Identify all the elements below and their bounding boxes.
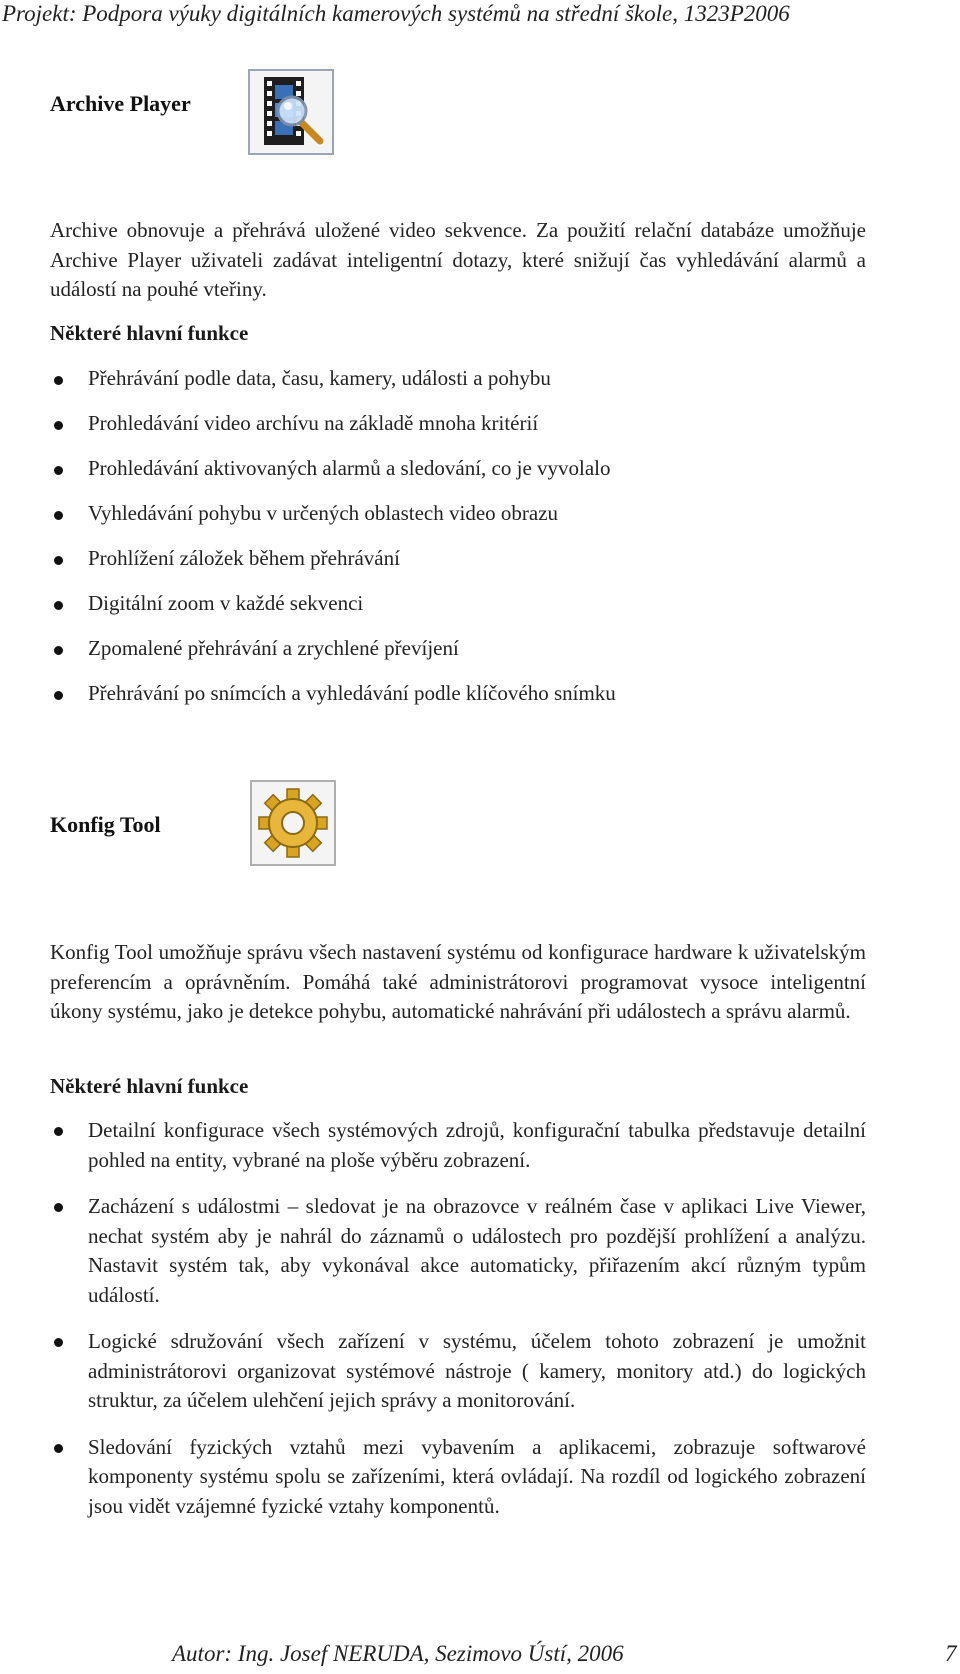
list-item: Vyhledávání pohybu v určených oblastech video obrazu bbox=[50, 500, 866, 545]
archive-player-description: Archive obnovuje a přehrává uložené video sekvence. Za použití relační databáze umožňuje Archive Player uživateli zadávat inteligentní dotazy, které snižují čas vyhledávání alarmů a událostí na pouhé vteřiny. bbox=[50, 218, 866, 301]
list-item: Prohlížení záložek během přehrávání bbox=[50, 545, 866, 590]
film-magnifier-icon bbox=[250, 71, 332, 153]
list-item: Zpomalené přehrávání a zrychlené převíjení bbox=[50, 635, 866, 680]
konfig-tool-title: Konfig Tool bbox=[50, 812, 161, 837]
list-item: Zacházení s událostmi – sledovat je na obrazovce v reálném čase v aplikaci Live Viewer, nechat systém aby je nahrál do záznamů o událostech pro pozdější prohlížení a analýzu. Nastavit systém tak, aby vykonával akce automaticky, přiřazením akcí různým typům událostí. bbox=[50, 1192, 866, 1310]
bullet-icon bbox=[54, 1203, 63, 1212]
bullet-icon bbox=[54, 1444, 63, 1453]
page-header: Projekt: Podpora výuky digitálních kamerových systémů na střední škole, 1323P2006 bbox=[2, 1, 790, 26]
konfig-features-list bbox=[50, 1116, 866, 1538]
archive-player-icon-frame bbox=[248, 69, 334, 155]
konfig-tool-icon-frame bbox=[250, 780, 336, 866]
bullet-icon bbox=[54, 1338, 63, 1347]
list-item: Sledování fyzických vztahů mezi vybavením a aplikacemi, zobrazuje softwarové komponenty systému spolu se zařízeními, která ovládají. Na rozdíl od logického zobrazení jsou vidět vzájemné fyzické vztahy komponentů. bbox=[50, 1433, 866, 1522]
archive-player-title: Archive Player bbox=[50, 91, 191, 116]
konfig-features-heading: Některé hlavní funkce bbox=[50, 1074, 249, 1098]
list-item: Přehrávání po snímcích a vyhledávání podle klíčového snímku bbox=[50, 680, 866, 725]
footer-author: Autor: Ing. Josef NERUDA, Sezimovo Ústí, 2006 bbox=[172, 1641, 624, 1666]
bullet-icon bbox=[54, 376, 63, 385]
konfig-tool-description: Konfig Tool umožňuje správu všech nastavení systému od konfigurace hardware k uživatelským preferencím a oprávněním. Pomáhá také administrátorovi programovat vysoce inteligentní úkony systému, jako je detekce pohybu, automatické nahrávání při událostech a správu alarmů. bbox=[50, 940, 866, 1023]
archive-features-heading: Některé hlavní funkce bbox=[50, 321, 249, 345]
bullet-icon bbox=[54, 601, 63, 610]
bullet-icon bbox=[54, 691, 63, 700]
bullet-icon bbox=[54, 466, 63, 475]
gear-icon bbox=[252, 782, 334, 864]
bullet-icon bbox=[54, 511, 63, 520]
list-item: Přehrávání podle data, času, kamery, události a pohybu bbox=[50, 365, 866, 410]
list-item: Prohledávání aktivovaných alarmů a sledování, co je vyvolalo bbox=[50, 455, 866, 500]
bullet-icon bbox=[54, 421, 63, 430]
bullet-icon bbox=[54, 1127, 63, 1136]
list-item: Logické sdružování všech zařízení v systému, účelem tohoto zobrazení je umožnit administrátorovi organizovat systémové nástroje ( kamery, monitory atd.) do logických struktur, za účelem ulehčení jejich správy a monitorování. bbox=[50, 1327, 866, 1416]
page-number: 7 bbox=[945, 1641, 957, 1666]
list-item: Digitální zoom v každé sekvenci bbox=[50, 590, 866, 635]
bullet-icon bbox=[54, 556, 63, 565]
bullet-icon bbox=[54, 646, 63, 655]
list-item: Prohledávání video archívu na základě mnoha kritérií bbox=[50, 410, 866, 455]
list-item: Detailní konfigurace všech systémových zdrojů, konfigurační tabulka představuje detailní pohled na entity, vybrané na ploše výběru zobrazení. bbox=[50, 1116, 866, 1175]
archive-features-list bbox=[50, 365, 866, 725]
page-footer bbox=[0, 1640, 960, 1670]
